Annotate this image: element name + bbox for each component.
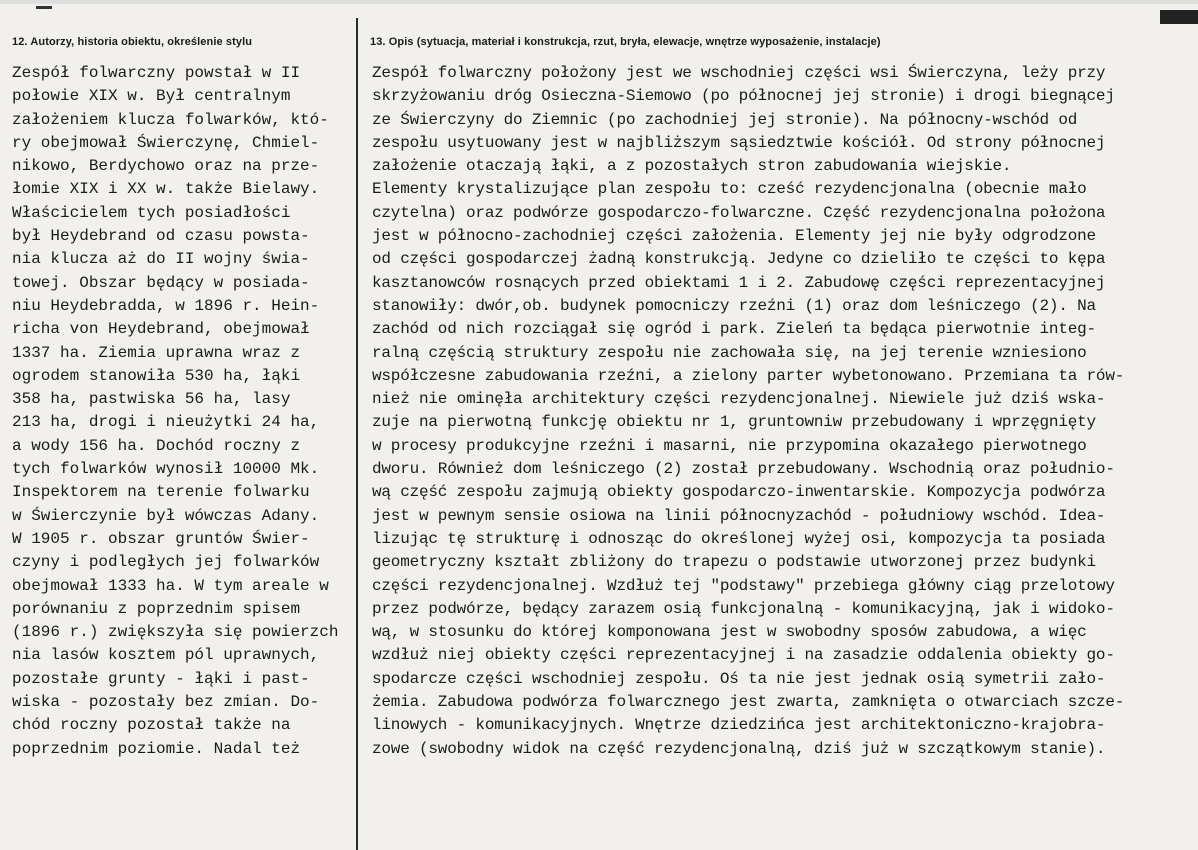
top-edge [0, 0, 1198, 4]
text-line: porównaniu z poprzednim spisem [12, 599, 301, 618]
text-line: nia klucza aż do II wojny świa- [12, 250, 310, 269]
text-line: ze Świerczyny do Ziemnic (po zachodniej jej stronie). Na północny-wschód od [372, 110, 1078, 129]
text-line: łomie XIX i XX w. także Bielawy. [12, 180, 320, 199]
text-line: wiska - pozostały bez zmian. Do- [12, 693, 320, 712]
text-line: geometryczny kształt zbliżony do trapezu o podstawie utworzonej przez budynki [372, 553, 1096, 572]
text-line: W 1905 r. obszar gruntów Świer- [12, 529, 310, 548]
text-line: części rezydencjonalnej. Wzdłuż tej "podstawy" przebiega główny ciąg przelotowy [372, 576, 1115, 595]
text-line: był Heydebrand od czasu powsta- [12, 227, 310, 246]
text-line: przez podwórze, będący zarazem osią funkcjonalną - komunikacyjną, jak i widoko- [372, 599, 1115, 618]
text-line: ralną częścią struktury zespołu nie zachowała się, na jej terenie wzniesiono [372, 343, 1087, 362]
text-line: 1337 ha. Ziemia uprawna wraz z [12, 343, 301, 362]
text-line: nia lasów kosztem pól uprawnych, [12, 646, 320, 665]
text-line: niu Heydebradda, w 1896 r. Hein- [12, 296, 320, 315]
text-line: obejmował 1333 ha. W tym areale w [12, 576, 329, 595]
text-line: jest w północno-zachodniej części założenia. Elementy jej nie były odgrodzone [372, 227, 1096, 246]
text-line: nikowo, Berdychowo oraz na prze- [12, 157, 320, 176]
text-line: założenie otaczają łąki, a z pozostałych stron zabudowania wiejskie. [372, 157, 1012, 176]
text-line: lizując tę strukturę i odnosząc do określonej wyżej osi, kompozycja ta posiada [372, 529, 1106, 548]
text-line: Właścicielem tych posiadłości [12, 203, 291, 222]
text-line: wzdłuż niej obiekty części reprezentacyjnej i na zasadzie oddalenia obiekty go- [372, 646, 1115, 665]
text-line: skrzyżowaniu dróg Osieczna-Siemowo (po północnej jej stronie) i drogi biegnącej [372, 87, 1115, 106]
text-line: kasztanowców rosnących przed obiektami 1 i 2. Zabudowę części reprezentacyjnej [372, 273, 1106, 292]
section-13-text [372, 62, 1194, 761]
top-left-mark [36, 6, 52, 9]
text-line: czyny i podległych jej folwarków [12, 553, 320, 572]
text-line: nież nie ominęła architektury części rezydencjonalnej. Niewiele już dziś wska- [372, 390, 1106, 409]
text-line: stanowiły: dwór,ob. budynek pomocniczy rzeźni (1) oraz dom leśniczego (2). Na [372, 296, 1096, 315]
text-line: a wody 156 ha. Dochód roczny z [12, 436, 301, 455]
text-line: zuje na pierwotną funkcję obiektu nr 1, gruntowniw przebudowany i wprzęgnięty [372, 413, 1096, 432]
text-line: założeniem klucza folwarków, któ- [12, 110, 329, 129]
text-line: tych folwarków wynosił 10000 Mk. [12, 460, 320, 479]
text-line: zachód od nich rozciągał się ogród i park. Zieleń ta będąca pierwotnie integ- [372, 320, 1096, 339]
text-line: zowe (swobodny widok na część rezydencjonalną, dziś już w szczątkowym stanie). [372, 739, 1106, 758]
text-line: linowych - komunikacyjnych. Wnętrze dziedzińca jest architektoniczno-krajobra- [372, 716, 1106, 735]
text-line: czytelna) oraz podwórze gospodarczo-folwarczne. Część rezydencjonalna położona [372, 203, 1106, 222]
text-line: ry obejmował Świerczynę, Chmiel- [12, 133, 320, 152]
text-line: w Świerczynie był wówczas Adany. [12, 506, 320, 525]
text-line: spodarcze części wschodniej zespołu. Oś ta nie jest jednak osią symetrii zało- [372, 669, 1106, 688]
text-line: poprzednim poziomie. Nadal też [12, 739, 301, 758]
text-line: 213 ha, drogi i nieużytki 24 ha, [12, 413, 320, 432]
text-line: wą część zespołu zajmują obiekty gospodarczo-inwentarskie. Kompozycja podwórza [372, 483, 1106, 502]
text-line: dworu. Również dom leśniczego (2) został przebudowany. Wschodnią oraz południo- [372, 460, 1115, 479]
text-line: wą, w stosunku do której komponowana jest w swobodny sposów zabudowa, a więc [372, 623, 1087, 642]
text-line: chód roczny pozostał także na [12, 716, 291, 735]
text-line: żemia. Zabudowa podwórza folwarcznego jest zwarta, zamknięta o otwarciach szcze- [372, 693, 1125, 712]
column-divider [356, 18, 358, 850]
text-line: Zespół folwarczny położony jest we wschodniej części wsi Świerczyna, leży przy [372, 64, 1106, 82]
text-line: (1896 r.) zwiększyła się powierzch [12, 623, 339, 642]
section-12-header: 12. Autorzy, historia obiektu, określenie stylu [12, 36, 253, 48]
text-line: zespołu usytuowany jest w najbliższym sąsiedztwie kościół. Od strony północnej [372, 133, 1106, 152]
text-line: 358 ha, pastwiska 56 ha, lasy [12, 390, 291, 409]
text-line: Elementy krystalizujące plan zespołu to: cześć rezydencjonalna (obecnie mało [372, 180, 1087, 199]
text-line: pozostałe grunty - łąki i past- [12, 669, 310, 688]
text-line: połowie XIX w. Był centralnym [12, 87, 291, 106]
text-line: w procesy produkcyjne rzeźni i masarni, nie przypomina okazałego pierwotnego [372, 436, 1087, 455]
text-line: richa von Heydebrand, obejmował [12, 320, 310, 339]
top-right-mark [1160, 10, 1198, 24]
text-line: towej. Obszar będący w posiada- [12, 273, 310, 292]
section-13-header: 13. Opis (sytuacja, materiał i konstrukcja, rzut, bryła, elewacje, wnętrze wyposażenie, instalacje) [370, 36, 881, 48]
text-line: od części gospodarczej żadną konstrukcją. Jedyne co dzieliło te części to kępa [372, 250, 1106, 269]
text-line: Inspektorem na terenie folwarku [12, 483, 310, 502]
text-line: jest w pewnym sensie osiowa na linii północnyzachód - południowy wschód. Idea- [372, 506, 1106, 525]
text-line: współczesne zabudowania rzeźni, a zielony parter wybetonowano. Przemiana ta rów- [372, 366, 1125, 385]
section-12-text [12, 62, 350, 761]
text-line: Zespół folwarczny powstał w II [12, 64, 301, 82]
text-line: ogrodem stanowiła 530 ha, łąki [12, 366, 301, 385]
